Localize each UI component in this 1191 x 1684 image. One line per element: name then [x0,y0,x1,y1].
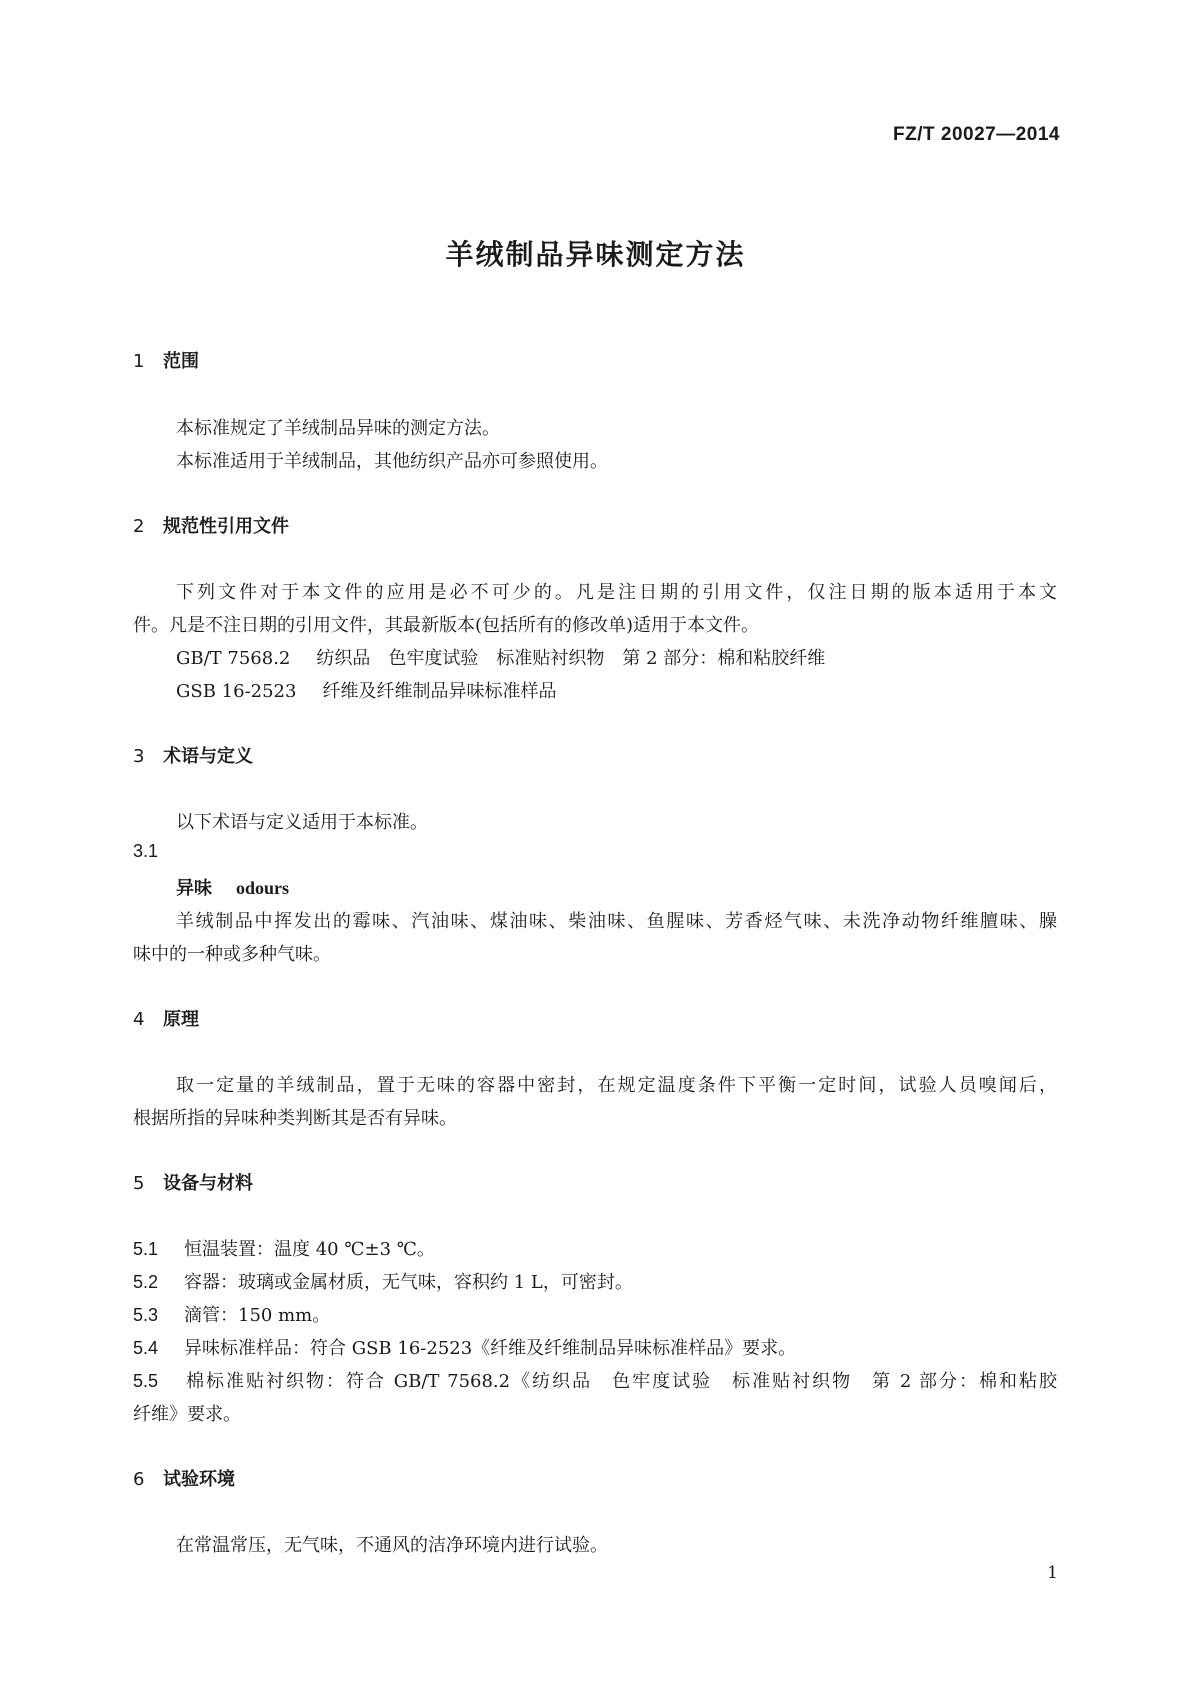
term-title [176,874,289,900]
paragraph: 以下术语与定义适用于本标准。 [176,812,428,833]
reference-code: GB/T 7568.2 [176,648,291,669]
section-3-heading [133,742,253,768]
equipment-item [133,1235,435,1261]
section-title: 规范性引用文件 [163,516,289,537]
item-text: 滴管：150 mm。 [184,1305,331,1326]
equipment-item [133,1367,1057,1393]
section-1-heading [133,347,199,373]
reference-title: 纺织品 色牢度试验 标准贴衬织物 第 2 部分：棉和粘胶纤维 [316,648,826,669]
section-number: 2 [133,516,145,537]
paragraph: 取一定量的羊绒制品，置于无味的容器中密封，在规定温度条件下平衡一定时间，试验人员嗅闻后， [176,1075,1057,1096]
normative-reference [176,644,825,670]
item-continuation: 纤维》要求。 [133,1404,241,1425]
section-number: 3 [133,746,145,767]
section-number: 4 [133,1009,145,1030]
section-6-heading [133,1465,235,1491]
item-text: 恒温装置：温度 40 ℃±3 ℃。 [184,1239,435,1260]
reference-code: GSB 16-2523 [176,681,297,702]
item-number: 5.2 [133,1272,159,1292]
item-number: 5.5 [133,1371,159,1391]
equipment-item [133,1301,330,1327]
paragraph: 本标准规定了羊绒制品异味的测定方法。 [176,418,500,439]
section-number: 5 [133,1173,145,1194]
item-text: 棉标准贴衬织物：符合 GB/T 7568.2《纺织品 色牢度试验 标准贴衬织物 第 2 部分：棉和粘胶 [184,1371,1057,1392]
term-definition: 味中的一种或多种气味。 [133,944,331,965]
section-number: 1 [133,351,145,372]
page-number: 1 [1047,1563,1058,1583]
item-text: 异味标准样品：符合 GSB 16-2523《纤维及纤维制品异味标准样品》要求。 [184,1338,797,1359]
reference-title: 纤维及纤维制品异味标准样品 [322,681,557,702]
paragraph: 根据所指的异味种类判断其是否有异味。 [133,1108,457,1129]
paragraph: 下列文件对于本文件的应用是必不可少的。凡是注日期的引用文件，仅注日期的版本适用于本文 [176,582,1057,603]
item-number: 5.1 [133,1239,159,1259]
term-number: 3.1 [133,841,159,861]
item-text: 容器：玻璃或金属材质，无气味，容积约 1 L，可密封。 [184,1272,633,1293]
paragraph: 本标准适用于羊绒制品，其他纺织产品亦可参照使用。 [176,451,608,472]
term-definition: 羊绒制品中挥发出的霉味、汽油味、煤油味、柴油味、鱼腥味、芳香烃气味、未洗净动物纤维膻味、臊 [176,911,1057,932]
section-number: 6 [133,1469,145,1490]
paragraph: 在常温常压，无气味，不通风的洁净环境内进行试验。 [176,1535,608,1556]
section-title: 范围 [163,351,199,372]
item-number: 5.4 [133,1338,159,1358]
term-chinese: 异味 [176,878,212,899]
paragraph: 件。凡是不注日期的引用文件，其最新版本(包括所有的修改单)适用于本文件。 [133,615,760,636]
section-4-heading [133,1005,199,1031]
section-2-heading [133,512,289,538]
section-5-heading [133,1169,253,1195]
equipment-item [133,1268,633,1294]
equipment-item [133,1334,796,1360]
section-title: 术语与定义 [163,746,253,767]
item-number: 5.3 [133,1305,159,1325]
standard-number: FZ/T 20027—2014 [893,124,1060,145]
document-title: 羊绒制品异味测定方法 [445,238,746,271]
normative-reference [176,677,556,703]
section-title: 原理 [163,1009,199,1030]
section-title: 设备与材料 [163,1173,253,1194]
section-title: 试验环境 [163,1469,235,1490]
term-english: odours [236,878,290,898]
